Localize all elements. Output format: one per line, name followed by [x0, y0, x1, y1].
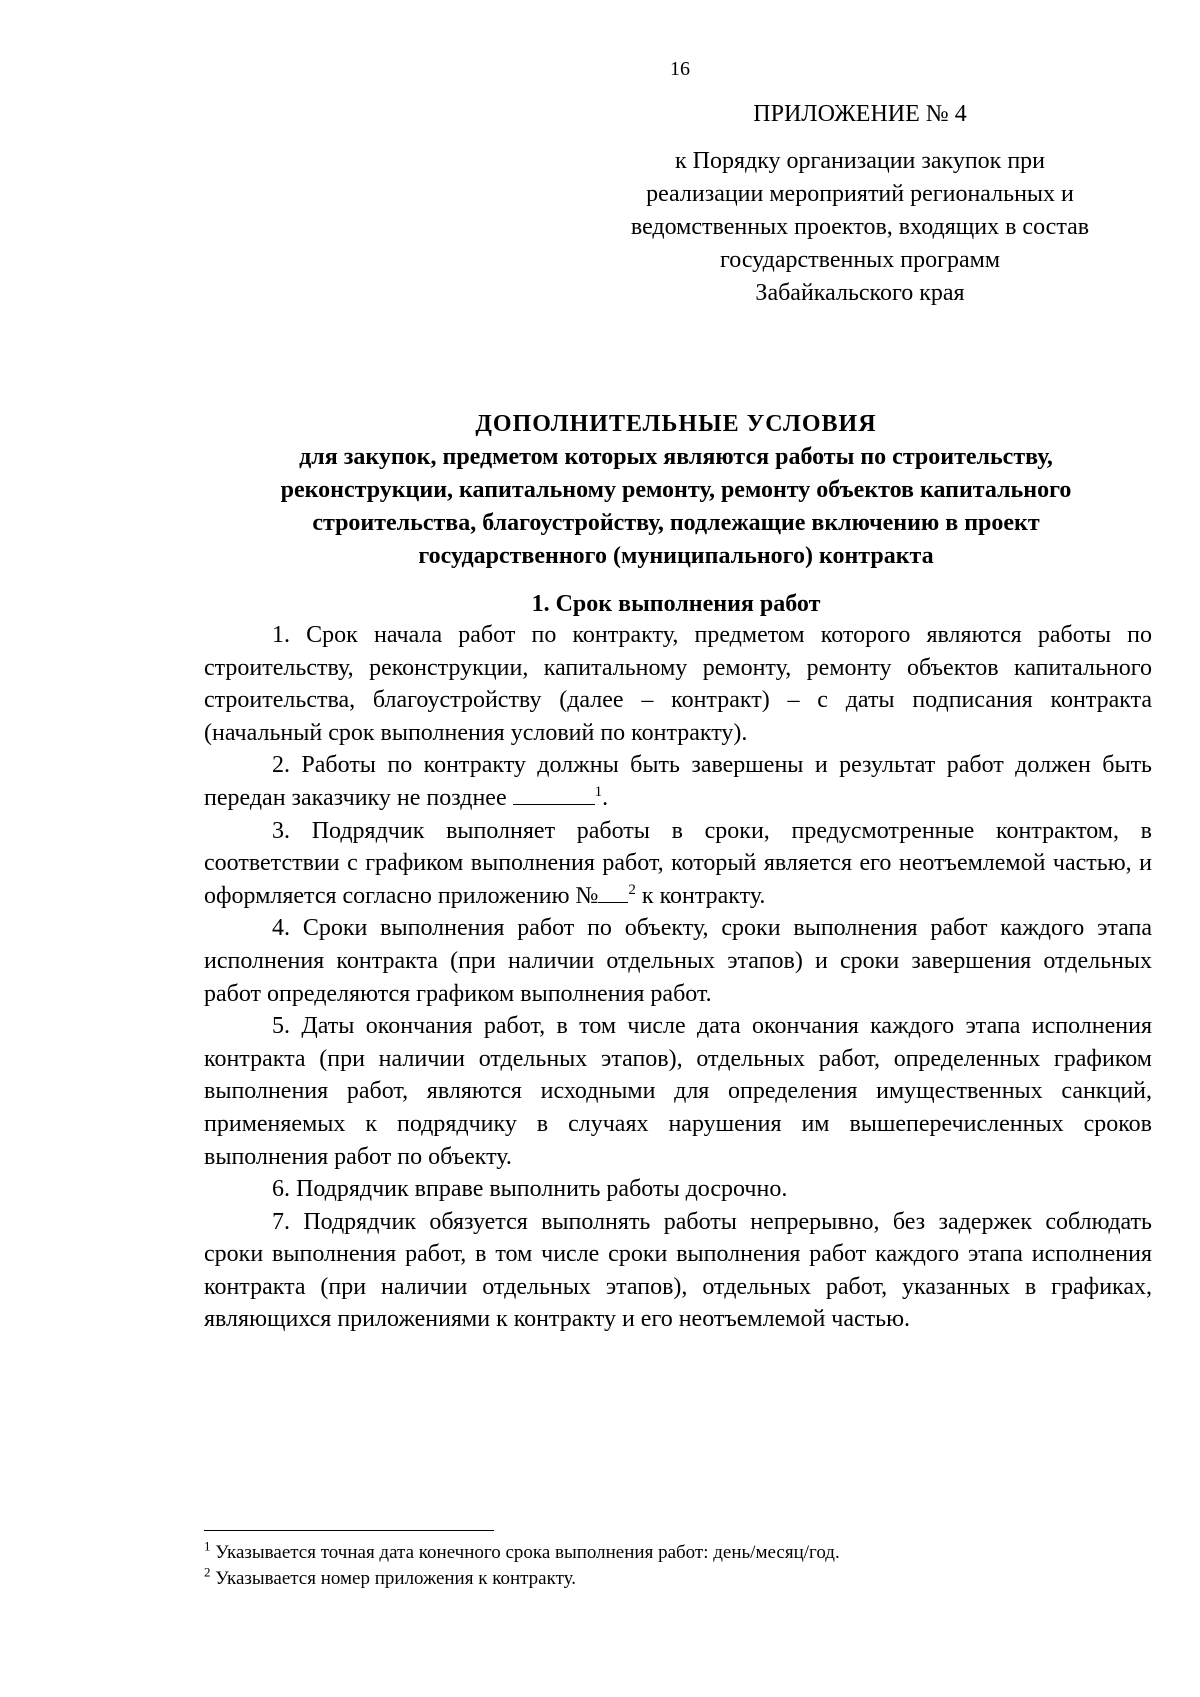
page-number: 16 — [670, 58, 690, 80]
paragraph-3 — [204, 815, 1152, 913]
footnote-text: Указывается точная дата конечного срока выполнения работ: день/месяц/год. — [210, 1542, 840, 1563]
paragraph-3-end: к контракту. — [635, 882, 766, 909]
title-sub-line: для закупок, предметом которых являются работы по строительству, — [299, 444, 1053, 470]
paragraph-2-end: . — [602, 784, 609, 811]
paragraph-1: 1. Срок начала работ по контракту, предметом которого являются работы по строительству, реконструкции, капитальному ремонту, ремонту объектов капитального строительства, благоустройству (далее – контракт) – с даты подписания контракта (начальный срок выполнения условий по контракту). — [204, 622, 1152, 746]
footnotes — [204, 1540, 1152, 1592]
appendix-ref-line: Забайкальского края — [755, 280, 965, 306]
section-heading: 1. Срок выполнения работ — [531, 591, 821, 617]
title-main: ДОПОЛНИТЕЛЬНЫЕ УСЛОВИЯ — [475, 411, 877, 437]
appendix-ref-line: реализации мероприятий региональных и — [646, 181, 1074, 207]
footnote-text: Указывается номер приложения к контракту. — [210, 1568, 576, 1589]
date-blank — [513, 782, 595, 805]
footnote-mark: 2 — [204, 1564, 211, 1580]
paragraph-3-text: 3. Подрядчик выполняет работы в сроки, предусмотренные контрактом, в соответствии с графиком выполнения работ, который является его неотъемлемой частью, и оформляется согласно приложению № — [204, 817, 1152, 909]
paragraph-4: 4. Сроки выполнения работ по объекту, сроки выполнения работ каждого этапа исполнения контракта (при наличии отдельных этапов) и сроки завершения отдельных работ определяются графиком выполнения работ. — [204, 915, 1152, 1007]
footnote-2 — [204, 1566, 1152, 1592]
title-sub-line: государственного (муниципального) контракта — [418, 543, 934, 569]
footnote-1 — [204, 1540, 1152, 1566]
footnote-ref-2: 2 — [628, 881, 636, 898]
number-blank — [598, 880, 628, 903]
footnote-divider — [204, 1530, 494, 1531]
appendix-ref-line: государственных программ — [719, 247, 1001, 273]
paragraph-7: 7. Подрядчик обязуется выполнять работы непрерывно, без задержек соблюдать сроки выполнения работ, в том числе сроки выполнения работ каждого этапа исполнения контракта (при наличии отдельных этапов), отдельных работ, указанных в графиках, являющихся приложениями к контракту и его неотъемлемой частью. — [204, 1208, 1152, 1333]
title-sub-line: строительства, благоустройству, подлежащие включению в проект — [312, 510, 1040, 536]
footnote-mark: 1 — [204, 1538, 211, 1554]
paragraph-2 — [204, 749, 1152, 814]
paragraph-6: 6. Подрядчик вправе выполнить работы досрочно. — [272, 1176, 788, 1203]
appendix-ref-line: ведомственных проектов, входящих в состав — [630, 214, 1090, 240]
paragraph-5: 5. Даты окончания работ, в том числе дата окончания каждого этапа исполнения контракта (при наличии отдельных этапов), отдельных работ, определенных графиком выполнения работ, являются исходными для определения имущественных санкций, применяемых к подрядчику в случаях нарушения им вышеперечисленных сроков выполнения работ по объекту. — [204, 1013, 1152, 1170]
document-title — [200, 408, 1152, 573]
footnote-ref-1: 1 — [594, 783, 603, 800]
appendix-title: ПРИЛОЖЕНИЕ № 4 — [753, 101, 967, 127]
appendix-header — [560, 98, 1160, 310]
appendix-ref-line: к Порядку организации закупок при — [674, 148, 1046, 174]
section-body — [204, 619, 1152, 1336]
paragraph-2-text: 2. Работы по контракту должны быть завершены и результат работ должен быть передан заказчику не позднее — [204, 752, 1152, 811]
title-sub-line: реконструкции, капитальному ремонту, ремонту объектов капитального — [280, 477, 1072, 503]
